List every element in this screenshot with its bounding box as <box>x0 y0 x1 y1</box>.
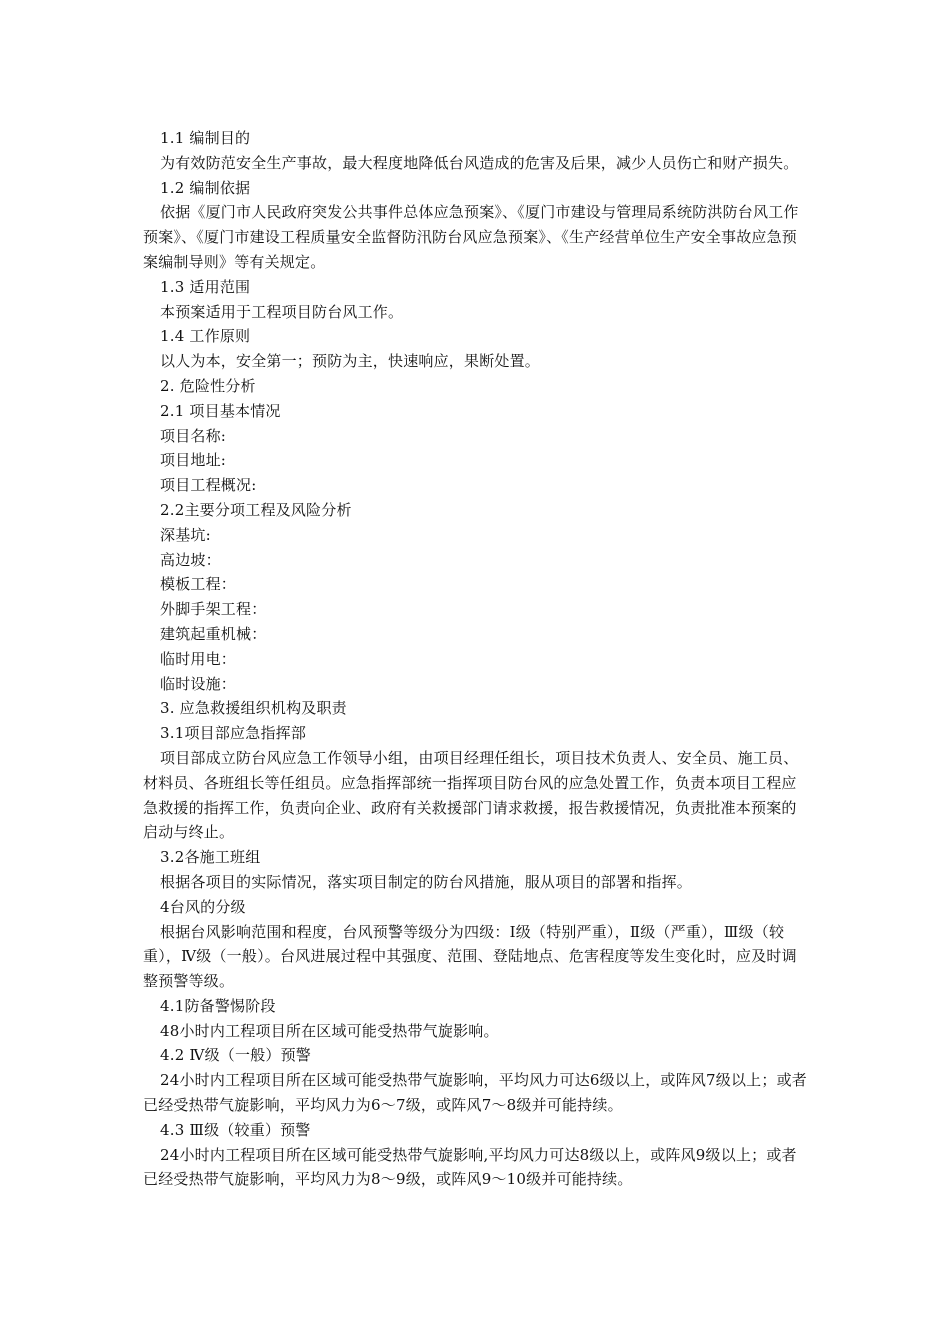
section-heading-2-1: 2.1 项目基本情况 <box>160 401 281 420</box>
paragraph-scope: 本预案适用于工程项目防台风工作。 <box>160 302 404 321</box>
field-project-address: 项目地址: <box>160 451 227 470</box>
paragraph-work-teams: 根据各项目的实际情况，落实项目制定的防台风措施，服从项目的部署和指挥。 <box>160 872 693 891</box>
paragraph-level-3-warning: 24小时内工程项目所在区域可能受热带气旋影响,平均风力可达8级以上，或阵风9级以上；或者已经受热带气旋影响，平均风力为8～9级，或阵风9～10级并可能持续。 <box>143 1145 797 1189</box>
field-formwork: 模板工程： <box>160 575 237 594</box>
field-project-name: 项目名称: <box>160 426 227 445</box>
section-heading-4: 4台风的分级 <box>160 897 246 916</box>
section-heading-3-2: 3.2各施工班组 <box>160 848 261 867</box>
field-temporary-facilities: 临时设施： <box>160 674 237 693</box>
paragraph-level-4-warning: 24小时内工程项目所在区域可能受热带气旋影响，平均风力可达6级以上，或阵风7级以上；或者已经受热带气旋影响，平均风力为6～7级，或阵风7～8级并可能持续。 <box>143 1071 807 1115</box>
section-heading-1-1: 1.1 编制目的 <box>160 129 251 147</box>
field-high-slope: 高边坡： <box>160 550 221 569</box>
field-deep-pit: 深基坑: <box>160 525 211 544</box>
section-heading-4-3: 4.3 Ⅲ级（较重）预警 <box>160 1120 311 1139</box>
paragraph-basis: 依据《厦门市人民政府突发公共事件总体应急预案》、《厦门市建设与管理局系统防洪防台风工作预案》、《厦门市建设工程质量安全监督防汛防台风应急预案》、《生产经营单位生产安全事故应急预案编制导则》等有关规定。 <box>143 203 799 271</box>
section-heading-2: 2. 危险性分析 <box>160 376 256 395</box>
section-heading-1-3: 1.3 适用范围 <box>160 277 251 296</box>
section-heading-2-2: 2.2主要分项工程及风险分析 <box>160 500 352 519</box>
paragraph-typhoon-levels: 根据台风影响范围和程度，台风预警等级分为四级：Ⅰ级（特别严重），Ⅱ级（严重），Ⅲ级（较重），Ⅳ级（一般）。台风进展过程中其强度、范围、登陆地点、危害程度等发生变化时，应及时调整预警等级。 <box>143 922 797 991</box>
field-temporary-power: 临时用电： <box>160 649 237 668</box>
section-heading-4-1: 4.1防备警惕阶段 <box>160 996 276 1015</box>
section-heading-1-2: 1.2 编制依据 <box>160 178 251 197</box>
document-body <box>143 126 807 1192</box>
section-heading-4-2: 4.2 Ⅳ级（一般）预警 <box>160 1046 312 1065</box>
paragraph-alert-stage: 48小时内工程项目所在区域可能受热带气旋影响。 <box>160 1021 499 1040</box>
section-heading-1-4: 1.4 工作原则 <box>160 327 251 346</box>
field-scaffolding: 外脚手架工程： <box>160 600 267 619</box>
field-project-overview: 项目工程概况: <box>160 476 257 495</box>
paragraph-command-center: 项目部成立防台风应急工作领导小组，由项目经理任组长，项目技术负责人、安全员、施工员、材料员、各班组长等任组员。应急指挥部统一指挥项目防台风的应急处置工作，负责本项目工程应急救援的指挥工作，负责向企业、政府有关救援部门请求救援，报告救援情况，负责批准本预案的启动与终止。 <box>143 748 799 842</box>
section-heading-3-1: 3.1项目部应急指挥部 <box>160 724 307 743</box>
field-lifting-machinery: 建筑起重机械： <box>160 624 267 643</box>
section-heading-3: 3. 应急救援组织机构及职责 <box>160 699 347 718</box>
paragraph-principles: 以人为本，安全第一；预防为主，快速响应，果断处置。 <box>160 352 541 371</box>
paragraph-purpose: 为有效防范安全生产事故，最大程度地降低台风造成的危害及后果，减少人员伤亡和财产损失。 <box>160 153 799 172</box>
